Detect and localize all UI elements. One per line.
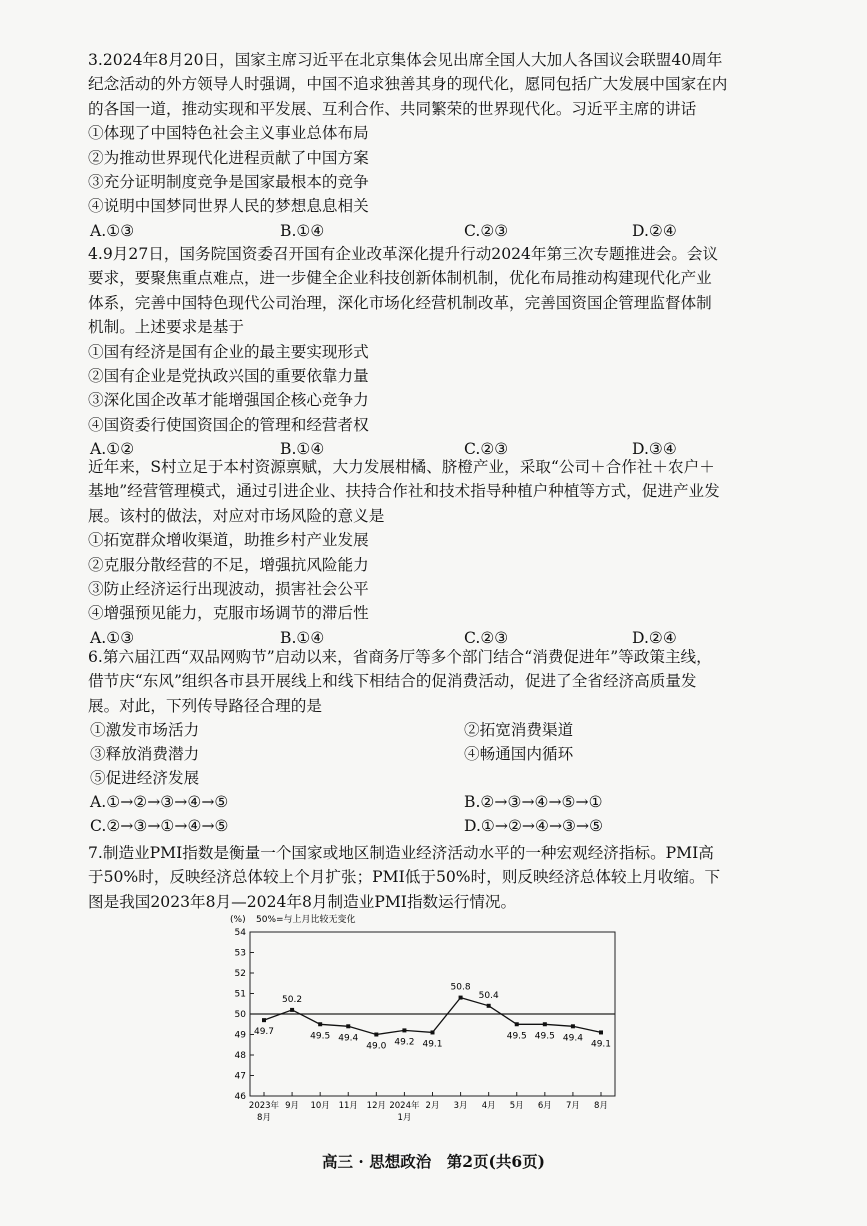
q7-stem-line: 图是我国2023年8月—2024年8月制造业PMI指数运行情况。	[88, 892, 517, 911]
y-tick-label: 51	[234, 989, 246, 1000]
x-tick-label: 2月	[425, 1101, 440, 1111]
q4-statement: ①国有经济是国有企业的最主要实现形式	[88, 342, 369, 361]
q7-stem-line: 7.制造业PMI指数是衡量一个国家或地区制造业经济活动水平的一种宏观经济指标。PMI高	[88, 844, 714, 862]
q3-statement: ④说明中国梦同世界人民的梦想息息相关	[88, 197, 369, 216]
q6-item: ①激发市场活力	[90, 721, 200, 740]
question-4	[88, 242, 788, 461]
data-label: 49.7	[253, 1027, 275, 1038]
q3-stem-line: 的各国一道，推动实现和平发展、互利合作、共同繁荣的世界现代化。习近平主席的讲话	[88, 99, 697, 118]
y-tick-label: 49	[234, 1030, 246, 1041]
q6-option-c[interactable]: C.②→③→①→④→⑤	[90, 817, 229, 836]
question-5	[88, 455, 788, 650]
q6-stem-line: 6.第六届江西“双品网购节”启动以来，省商务厅等多个部门结合“消费促进年”等政策主线，	[88, 648, 712, 666]
data-label: 49.5	[310, 1031, 331, 1042]
q3-stem-line: 3.2024年8月20日，国家主席习近平在北京集体会见出席全国人大加人各国议会联盟40周年	[88, 51, 723, 69]
x-tick-label: 7月	[565, 1101, 580, 1111]
pmi-line-chart	[210, 910, 630, 1130]
q4-stem-line: 要求，要聚焦重点难点，进一步健全企业科技创新体制机制，优化布局推动构建现代化产业	[88, 269, 712, 288]
data-label: 49.1	[590, 1039, 612, 1050]
chart-note-title: 50%=与上月比较无变化	[256, 915, 356, 925]
q5-statement: ③防止经济运行出现波动，损害社会公平	[88, 580, 369, 599]
data-label: 49.0	[366, 1041, 387, 1052]
q4-stem-line: 机制。上述要求是基于	[88, 318, 244, 337]
q6-item: ④畅通国内循环	[464, 745, 574, 764]
y-tick-label: 47	[234, 1071, 246, 1082]
q6-option-a[interactable]: A.①→②→③→④→⑤	[90, 793, 229, 812]
q4-option-b[interactable]: B.①④	[280, 440, 325, 459]
q6-options-row	[88, 790, 788, 814]
x-tick-label: 1月	[397, 1113, 412, 1123]
x-tick-label: 12月	[366, 1101, 386, 1111]
q6-item: ③释放消费潜力	[90, 745, 200, 764]
data-label: 49.5	[534, 1031, 555, 1042]
q5-stem-line: 基地”经营管理模式，通过引进企业、扶持合作社和技术指导种植户种植等方式，促进产业发	[88, 482, 720, 501]
q7-stem-line: 于50%时，反映经济总体较上个月扩张；PMI低于50%时，则反映经济总体较上月收缩。下	[88, 868, 721, 887]
data-point	[543, 1022, 547, 1026]
q5-option-b[interactable]: B.①④	[280, 628, 325, 647]
x-tick-label: 9月	[285, 1101, 300, 1111]
q6-item: ⑤促进经济发展	[90, 769, 200, 788]
x-tick-label: 4月	[481, 1101, 496, 1111]
q6-items-row	[88, 718, 788, 742]
x-tick-label: 8月	[257, 1113, 271, 1123]
x-tick-label: 10月	[310, 1101, 330, 1111]
q3-option-b[interactable]: B.①④	[280, 221, 325, 240]
q5-stem-line: 近年来，S村立足于本村资源禀赋，大力发展柑橘、脐橙产业，采取“公司＋合作社＋农户＋	[88, 458, 715, 476]
data-label: 49.1	[422, 1039, 443, 1050]
data-point	[487, 1004, 491, 1008]
y-tick-labels	[235, 928, 247, 1102]
q6-items-row	[88, 766, 788, 790]
y-axis-unit-label: (%)	[230, 915, 246, 925]
q5-option-d[interactable]: D.②④	[632, 628, 677, 647]
q3-option-c[interactable]: C.②③	[464, 221, 509, 240]
x-tick-label: 3月	[453, 1101, 468, 1111]
x-tick-label: 11月	[338, 1101, 358, 1111]
data-point	[599, 1030, 603, 1034]
data-point	[262, 1018, 266, 1022]
q5-statement: ②克服分散经营的不足，增强抗风险能力	[88, 555, 369, 574]
question-6	[88, 645, 788, 838]
q3-option-d[interactable]: D.②④	[632, 221, 677, 240]
q6-option-b[interactable]: B.②→③→④→⑤→①	[464, 793, 603, 812]
data-point	[318, 1022, 322, 1026]
q5-statement: ④增强预见能力，克服市场调节的滞后性	[88, 604, 369, 623]
q4-statement: ④国资委行使国资国企的管理和经营者权	[88, 415, 369, 434]
q4-stem-line: 4.9月27日，国务院国资委召开国有企业改革深化提升行动2024年第三次专题推进会。会议	[88, 245, 719, 263]
x-tick-label: 8月	[594, 1101, 608, 1111]
data-point	[431, 1030, 435, 1034]
q5-option-a[interactable]: A.①③	[90, 628, 135, 647]
q4-option-a[interactable]: A.①②	[90, 440, 135, 459]
x-tick-label: 5月	[509, 1101, 524, 1111]
q4-option-c[interactable]: C.②③	[464, 440, 509, 459]
data-label: 50.8	[450, 982, 471, 993]
q6-item: ②拓宽消费渠道	[464, 721, 574, 740]
q3-options	[88, 219, 788, 243]
q4-option-d[interactable]: D.③④	[632, 440, 677, 459]
q3-statement: ①体现了中国特色社会主义事业总体布局	[88, 124, 369, 143]
y-tick-label: 54	[234, 928, 246, 938]
q5-option-c[interactable]: C.②③	[464, 628, 509, 647]
q6-stem-line: 展。对此，下列传导路径合理的是	[88, 696, 322, 715]
q6-items-row	[88, 742, 788, 766]
series-line	[264, 998, 601, 1035]
q5-statement: ①拓宽群众增收渠道，助推乡村产业发展	[88, 531, 369, 550]
data-label: 49.4	[338, 1033, 359, 1044]
q4-statement: ③深化国企改革才能增强国企核心竞争力	[88, 391, 369, 410]
y-tick-label: 53	[234, 948, 246, 959]
data-point	[374, 1033, 378, 1037]
data-point	[571, 1024, 575, 1028]
question-7	[88, 841, 788, 914]
q3-option-a[interactable]: A.①③	[90, 221, 135, 240]
data-point	[459, 996, 463, 1000]
data-label: 49.5	[506, 1031, 527, 1042]
q6-stem-line: 借节庆“东风”组织各市县开展线上和线下相结合的促消费活动，促进了全省经济高质量发	[88, 672, 697, 691]
x-tick-labels	[249, 1100, 608, 1123]
data-label: 49.4	[562, 1033, 583, 1044]
q4-statement: ②国有企业是党执政兴国的重要依靠力量	[88, 367, 369, 386]
data-label: 50.4	[478, 990, 499, 1001]
x-tick-label: 6月	[537, 1101, 552, 1111]
y-tick-label: 50	[234, 1010, 246, 1020]
q5-stem-line: 展。该村的做法，对应对市场风险的意义是	[88, 506, 385, 525]
q3-stem-line: 纪念活动的外方领导人时强调，中国不追求独善其身的现代化，愿同包括广大发展中国家在内	[88, 75, 728, 94]
data-label: 50.2	[282, 994, 303, 1005]
data-label: 49.2	[394, 1037, 415, 1048]
data-point	[402, 1028, 406, 1032]
y-tick-label: 46	[234, 1092, 246, 1102]
data-labels	[254, 983, 611, 1052]
data-point	[515, 1022, 519, 1026]
y-tick-label: 48	[234, 1051, 246, 1061]
y-tick-label: 52	[234, 969, 246, 979]
q3-statement: ③充分证明制度竞争是国家最根本的竞争	[88, 173, 369, 192]
data-point	[290, 1008, 294, 1012]
q6-option-d[interactable]: D.①→②→④→③→⑤	[464, 817, 604, 836]
x-tick-label: 2024年	[389, 1101, 420, 1111]
q4-stem-line: 体系，完善中国特色现代公司治理，深化市场化经营机制改革，完善国资国企管理监督体制	[88, 293, 712, 312]
q3-statement: ②为推动世界现代化进程贡献了中国方案	[88, 148, 369, 167]
data-point	[346, 1024, 350, 1028]
question-3	[88, 48, 788, 243]
page-footer: 高三 · 思想政治 第2页(共6页)	[322, 1152, 545, 1171]
x-tick-label: 2023年	[248, 1101, 280, 1111]
q6-options-row	[88, 814, 788, 838]
